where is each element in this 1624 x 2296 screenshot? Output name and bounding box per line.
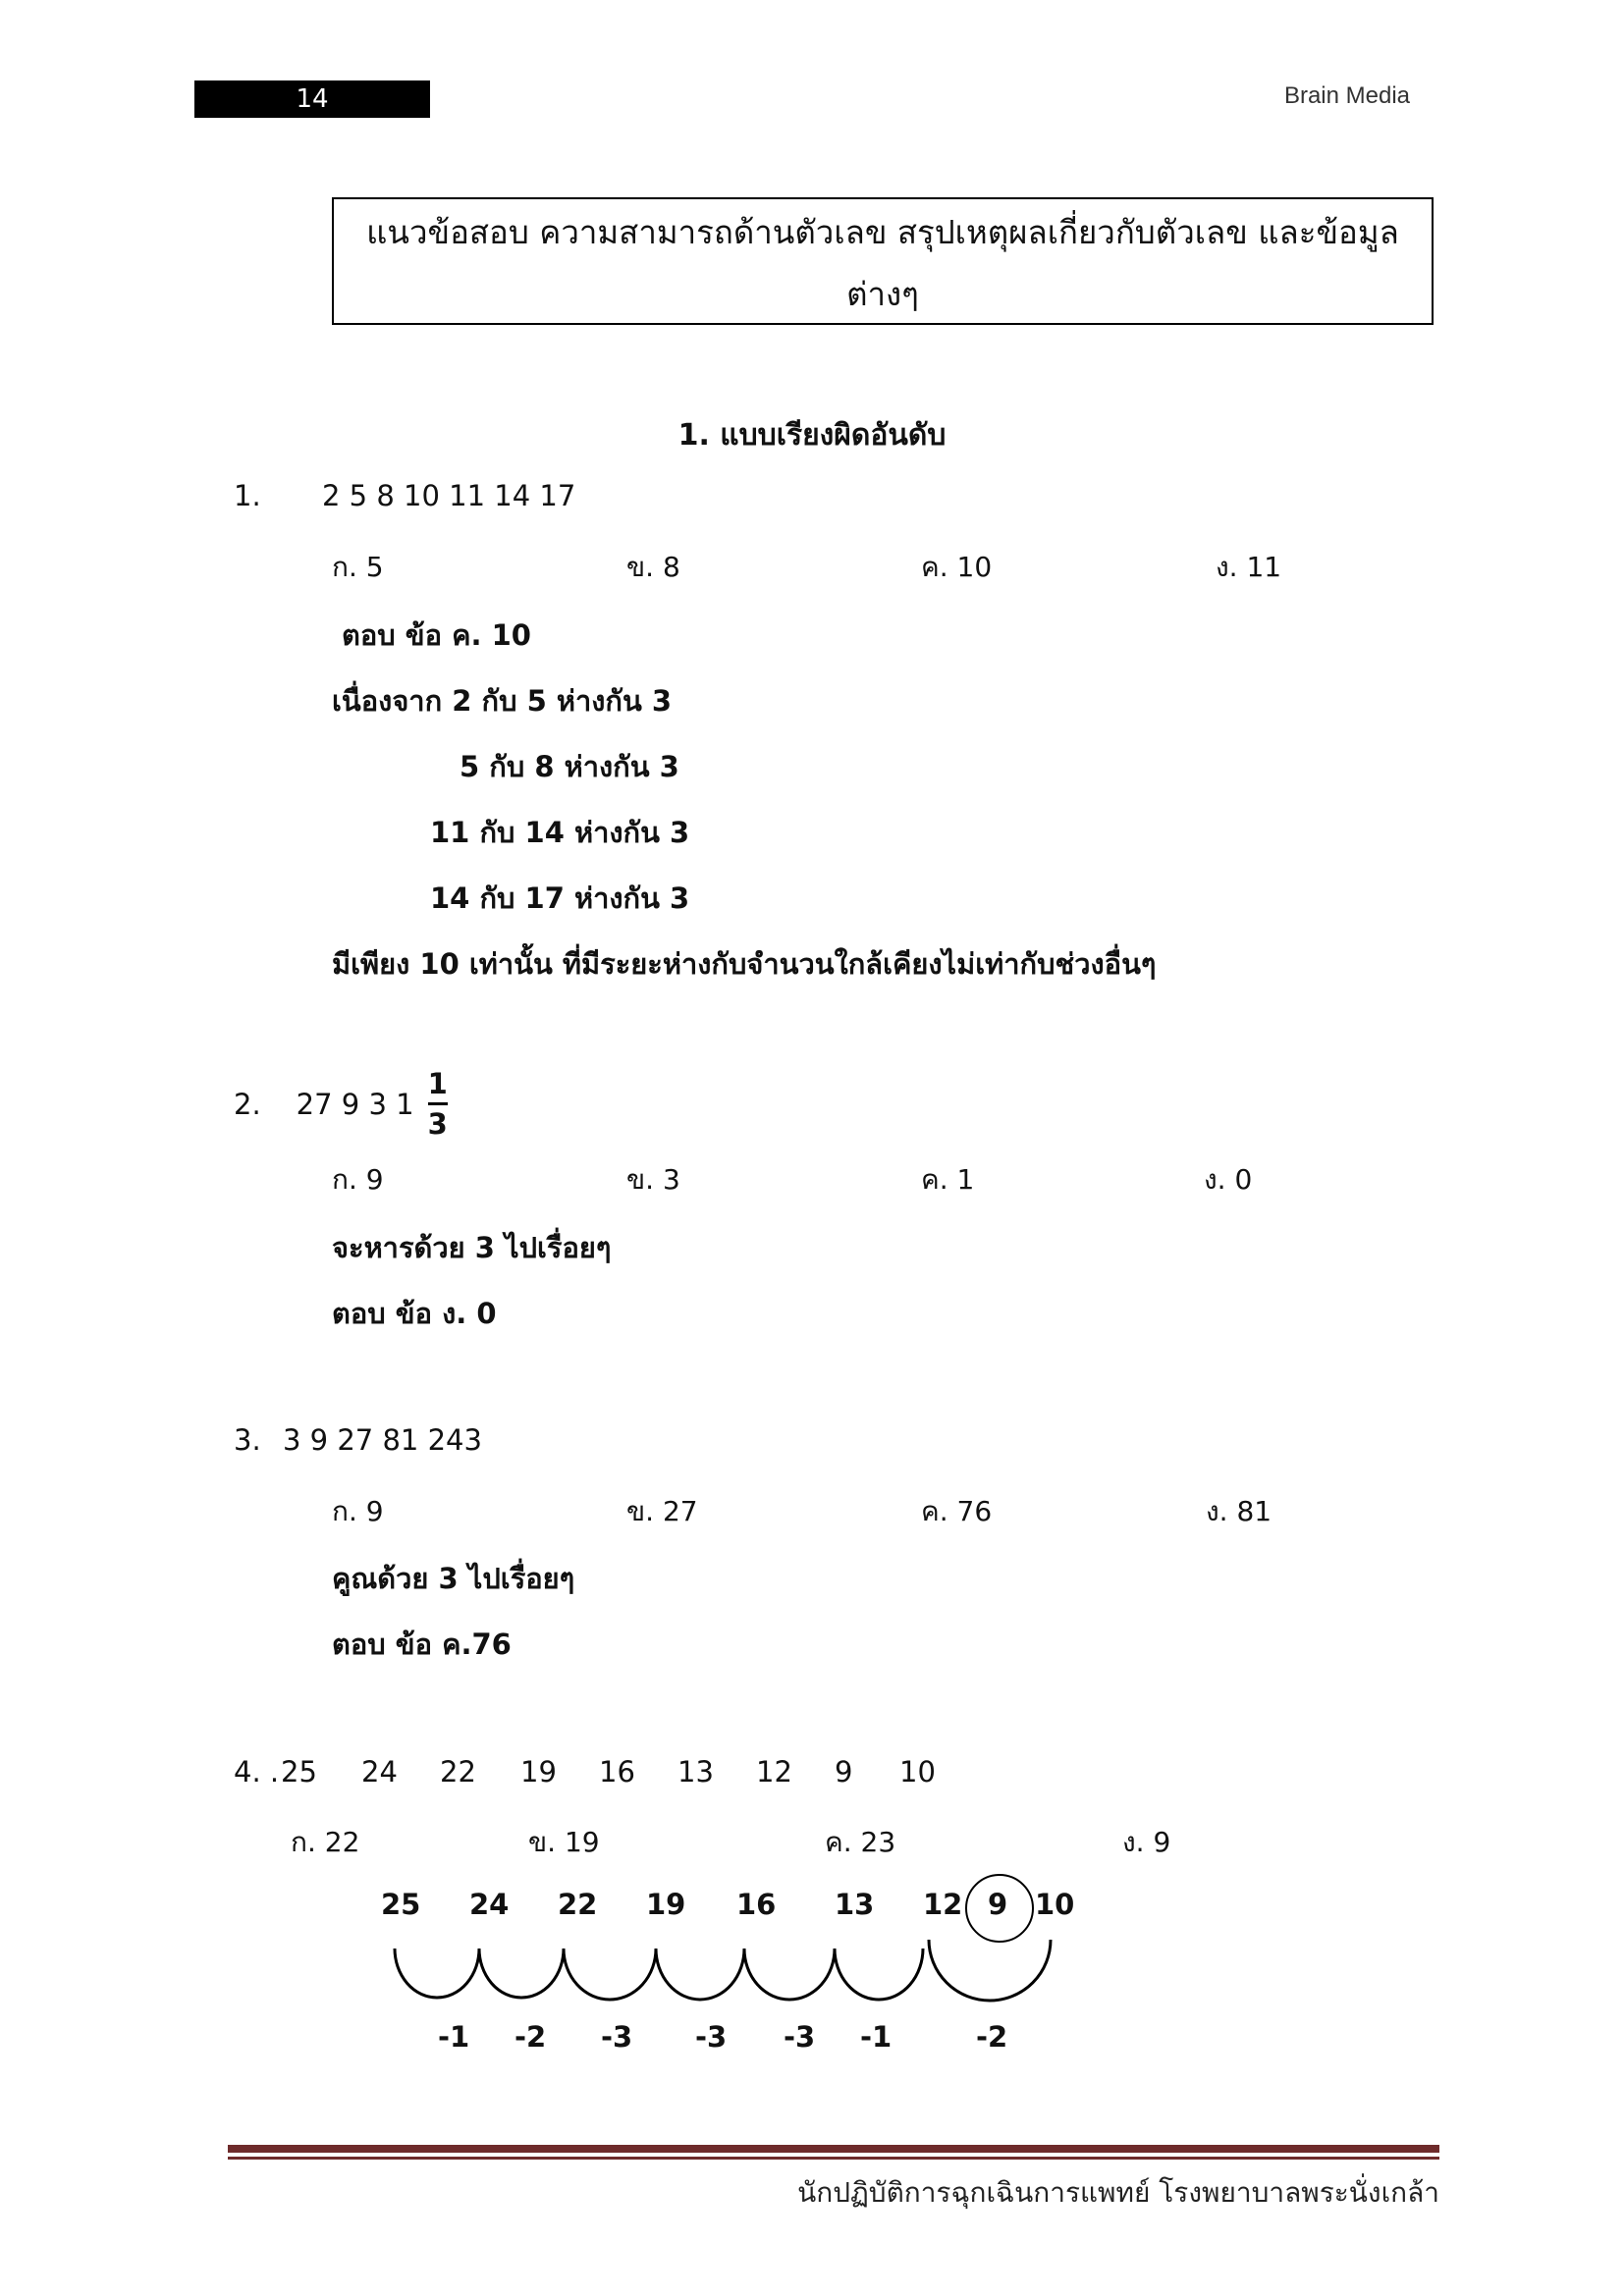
q1-answer: ตอบ ข้อ ค. 10 bbox=[342, 618, 531, 652]
diagram-number-6: 13 bbox=[835, 1888, 875, 1921]
q1-option-c: ค. 10 bbox=[921, 551, 993, 583]
arc-5 bbox=[744, 1949, 835, 2000]
q4-seq-6: 13 bbox=[677, 1755, 714, 1789]
q1-explain-1: เนื่องจาก 2 กับ 5 ห่างกัน 3 bbox=[332, 684, 673, 718]
q2-number: 2. bbox=[234, 1087, 261, 1121]
arc-1 bbox=[395, 1949, 479, 1998]
arc-2 bbox=[479, 1949, 564, 1998]
diagram-number-5: 16 bbox=[736, 1888, 777, 1921]
highlight-circle bbox=[966, 1875, 1033, 1942]
q3-number: 3. bbox=[234, 1423, 261, 1457]
arc-3 bbox=[564, 1949, 656, 2000]
q4-option-c: ค. 23 bbox=[825, 1826, 896, 1858]
q4-seq-9: 10 bbox=[899, 1755, 936, 1789]
arc-4 bbox=[656, 1949, 744, 2000]
page-number: 14 bbox=[194, 80, 430, 118]
difference-label-1: -1 bbox=[438, 2020, 470, 2054]
q2-fraction-numerator: 1 bbox=[427, 1067, 448, 1100]
difference-label-7: -2 bbox=[976, 2020, 1008, 2054]
q4-number: 4. . bbox=[234, 1755, 280, 1789]
difference-label-3: -3 bbox=[601, 2020, 633, 2054]
footer-rule-thin bbox=[228, 2157, 1439, 2160]
q2-option-d: ง. 0 bbox=[1204, 1163, 1253, 1196]
q2-option-c: ค. 1 bbox=[921, 1163, 975, 1196]
q3-option-b: ข. 27 bbox=[626, 1495, 698, 1527]
q4-option-d: ง. 9 bbox=[1122, 1826, 1171, 1858]
brand-name: Brain Media bbox=[1283, 82, 1410, 109]
q1-explain-3: 11 กับ 14 ห่างกัน 3 bbox=[430, 816, 690, 849]
q3-option-a: ก. 9 bbox=[332, 1495, 384, 1527]
diagram-number-3: 22 bbox=[558, 1888, 598, 1921]
q1-sequence: 2 5 8 10 11 14 17 bbox=[322, 479, 576, 512]
footer-text: นักปฏิบัติการฉุกเฉินการแพทย์ โรงพยาบาลพระนั่งเกล้า bbox=[797, 2176, 1439, 2209]
q4-seq-3: 22 bbox=[440, 1755, 476, 1789]
q2-option-a: ก. 9 bbox=[332, 1163, 384, 1196]
difference-label-2: -2 bbox=[514, 2020, 547, 2054]
diagram-number-4: 19 bbox=[646, 1888, 686, 1921]
q1-explain-2: 5 กับ 8 ห่างกัน 3 bbox=[460, 750, 679, 783]
q3-option-c: ค. 76 bbox=[921, 1495, 993, 1527]
difference-label-6: -1 bbox=[860, 2020, 893, 2054]
q3-answer: ตอบ ข้อ ค.76 bbox=[332, 1628, 512, 1661]
diagram-number-2: 24 bbox=[469, 1888, 510, 1921]
difference-label-5: -3 bbox=[784, 2020, 816, 2054]
q3-sequence: 3 9 27 81 243 bbox=[283, 1423, 482, 1457]
q2-sequence: 27 9 3 1 bbox=[296, 1087, 414, 1121]
q4-seq-2: 24 bbox=[361, 1755, 398, 1789]
diagram-number-7: 12 bbox=[923, 1888, 963, 1921]
diagram-number-9: 10 bbox=[1035, 1888, 1075, 1921]
q4-option-a: ก. 22 bbox=[291, 1826, 360, 1858]
q2-answer: ตอบ ข้อ ง. 0 bbox=[332, 1297, 497, 1330]
q1-number: 1. bbox=[234, 479, 261, 512]
q2-explain: จะหารด้วย 3 ไปเรื่อยๆ bbox=[332, 1231, 612, 1264]
q1-option-d: ง. 11 bbox=[1216, 551, 1282, 583]
q1-conclusion: มีเพียง 10 เท่านั้น ที่มีระยะห่างกับจำนวนใกล้เคียงไม่เท่ากับช่วงอื่นๆ bbox=[332, 947, 1157, 981]
title-line-2: ต่างๆ bbox=[846, 275, 919, 313]
q4-seq-8: 9 bbox=[835, 1755, 853, 1789]
q4-seq-7: 12 bbox=[756, 1755, 792, 1789]
diagram-number-8: 9 bbox=[988, 1888, 1008, 1921]
q4-seq-4: 19 bbox=[520, 1755, 557, 1789]
q1-explain-4: 14 กับ 17 ห่างกัน 3 bbox=[430, 881, 690, 915]
q1-option-b: ข. 8 bbox=[626, 551, 680, 583]
q2-option-b: ข. 3 bbox=[626, 1163, 680, 1196]
difference-label-4: -3 bbox=[695, 2020, 728, 2054]
arc-6 bbox=[835, 1949, 923, 2000]
q4-seq-5: 16 bbox=[599, 1755, 635, 1789]
diagram-number-1: 25 bbox=[381, 1888, 421, 1921]
q1-option-a: ก. 5 bbox=[332, 551, 384, 583]
q4-seq-1: 25 bbox=[281, 1755, 317, 1789]
q4-option-b: ข. 19 bbox=[528, 1826, 600, 1858]
section-heading: 1. แบบเรียงผิดอันดับ bbox=[677, 418, 947, 453]
title-line-1: แนวข้อสอบ ความสามารถด้านตัวเลข สรุปเหตุผลเกี่ยวกับตัวเลข และข้อมูล bbox=[366, 213, 1399, 251]
q2-fraction-denominator: 3 bbox=[427, 1107, 448, 1141]
q3-option-d: ง. 81 bbox=[1206, 1495, 1272, 1527]
footer-rule-thick bbox=[228, 2145, 1439, 2153]
arc-7 bbox=[929, 1940, 1051, 2001]
q3-explain: คูณด้วย 3 ไปเรื่อยๆ bbox=[332, 1562, 575, 1595]
